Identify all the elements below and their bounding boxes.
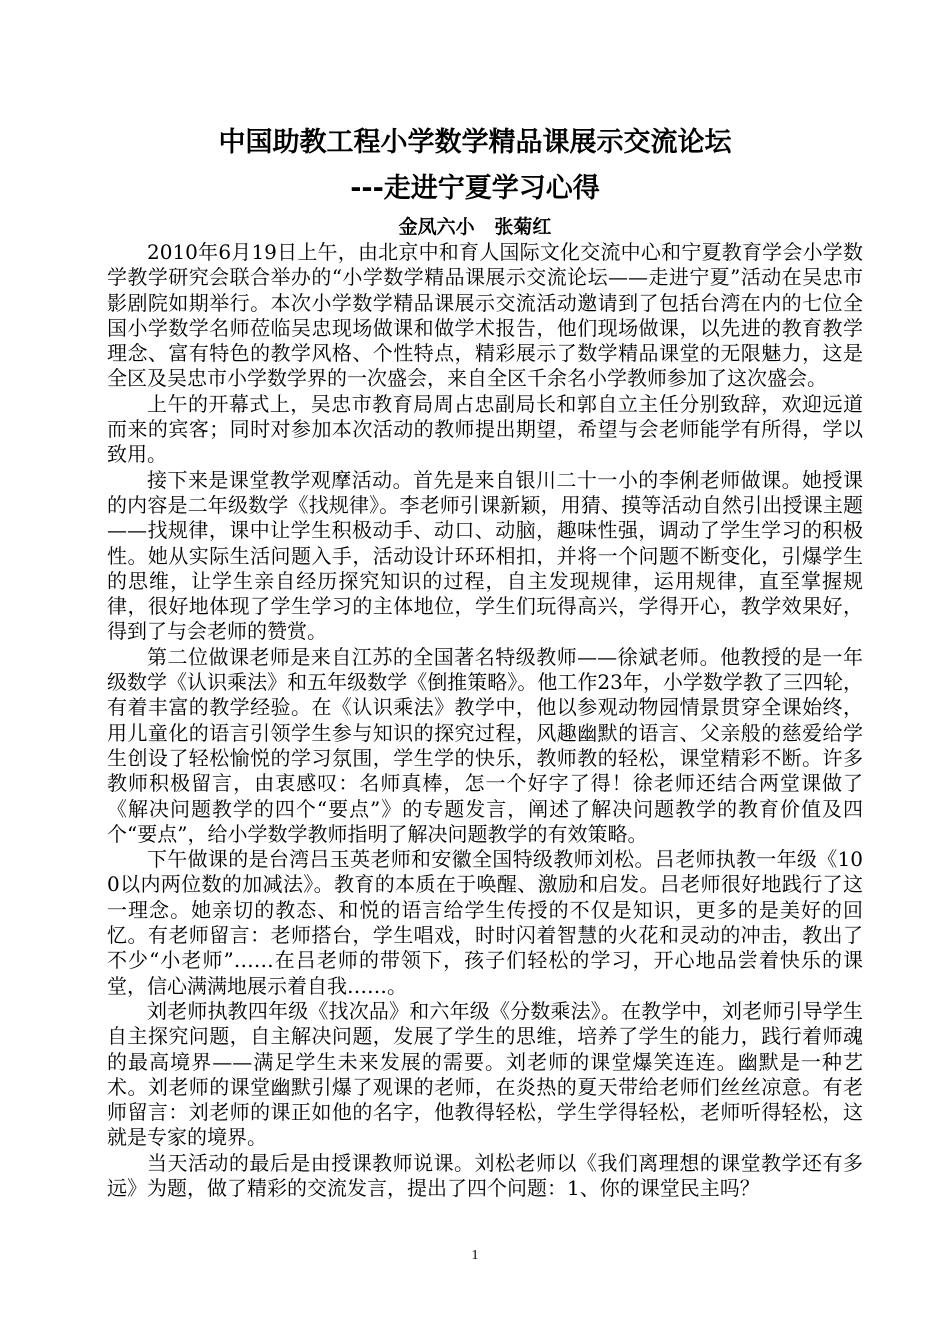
document-subtitle: ---走进宁夏学习心得 <box>350 173 600 204</box>
paragraph-liu-song-lesson: 刘老师执教四年级《找次品》和六年级《分数乘法》。在教学中，刘老师引导学生自主探究问题，自主解决问题，发展了学生的思维，培养了学生的能力，践行着师魂的最高境界——满足学生未来发展的需要。刘老师的课堂爆笑连连。幽默是一种艺术。刘老师的课堂幽默引爆了观课的老师，在炎热的夏天带给老师们丝丝凉意。有老师留言：刘老师的课正如他的名字，他教得轻松，学生学得轻松，老师听得轻松，这就是专家的境界。 <box>107 998 863 1150</box>
paragraph-xu-bin-lesson: 第二位做课老师是来自江苏的全国著名特级教师——徐斌老师。他教授的是一年级数学《认识乘法》和五年级数学《倒推策略》。他工作23年，小学数学教了三四轮，有着丰富的教学经验。在《认识乘法》教学中，他以参观动物园情景贯穿全课始终，用儿童化的语言引领学生参与知识的探究过程，风趣幽默的语言、父亲般的慈爱给学生创设了轻松愉悦的学习氛围，学生学的快乐，教师教的轻松，课堂精彩不断。许多教师积极留言，由衷感叹：名师真棒，怎一个好字了得！徐老师还结合两堂课做了《解决问题教学的四个“要点”》的专题发言，阐述了解决问题教学的教育价值及四个“要点”，给小学数学教师指明了解决问题教学的有效策略。 <box>107 644 863 846</box>
paragraph-li-li-lesson: 接下来是课堂教学观摩活动。首先是来自银川二十一小的李俐老师做课。她授课的内容是二年级数学《找规律》。李老师引课新颖，用猜、摸等活动自然引出授课主题——找规律，课中让学生积极动手、动口、动脑，趣味性强，调动了学生学习的积极性。她从实际生活问题入手，活动设计环环相扣，并将一个问题不断变化，引爆学生的思维，让学生亲自经历探究知识的过程，自主发现规律，运用规律，直至掌握规律，很好地体现了学生学习的主体地位，学生们玩得高兴，学得开心，教学效果好，得到了与会老师的赞赏。 <box>107 467 863 644</box>
paragraph-lv-yuying-lesson: 下午做课的是台湾吕玉英老师和安徽全国特级教师刘松。吕老师执教一年级《100以内两位数的加减法》。教育的本质在于唤醒、激励和启发。吕老师很好地践行了这一理念。她亲切的教态、和悦的语言给学生传授的不仅是知识，更多的是美好的回忆。有老师留言：老师搭台，学生唱戏，时时闪着智慧的火花和灵动的冲击，教出了不少“小老师”……在吕老师的带领下，孩子们轻松的学习，开心地品尝着快乐的课堂，信心满满地展示着自我……。 <box>107 847 863 998</box>
paragraph-intro: 2010年6月19日上午，由北京中和育人国际文化交流中心和宁夏教育学会小学数学教学研究会联合举办的“小学数学精品课展示交流论坛——走进宁夏”活动在吴忠市影剧院如期举行。本次小学数学精品课展示交流活动邀请到了包括台湾在内的七位全国小学数学名师莅临吴忠现场做课和做学术报告，他们现场做课，以先进的教育教学理念、富有特色的教学风格、个性特点，精彩展示了数学精品课堂的无限魅力，这是全区及吴忠市小学数学界的一次盛会，来自全区千余名小学教师参加了这次盛会。 <box>107 240 863 391</box>
document-title: 中国助教工程小学数学精品课展示交流论坛 <box>218 127 732 158</box>
paragraph-closing: 当天活动的最后是由授课教师说课。刘松老师以《我们离理想的课堂教学还有多远》为题，做了精彩的交流发言，提出了四个问题：1、你的课堂民主吗？ <box>107 1150 863 1200</box>
paragraph-opening-ceremony: 上午的开幕式上，吴忠市教育局周占忠副局长和郭自立主任分别致辞，欢迎远道而来的宾客；同时对参加本次活动的教师提出期望，希望与会老师能学有所得，学以致用。 <box>107 391 863 467</box>
document-body <box>107 240 863 1201</box>
author-line: 金凤六小 张菊红 <box>398 216 552 238</box>
page-number: 1 <box>471 1248 479 1263</box>
